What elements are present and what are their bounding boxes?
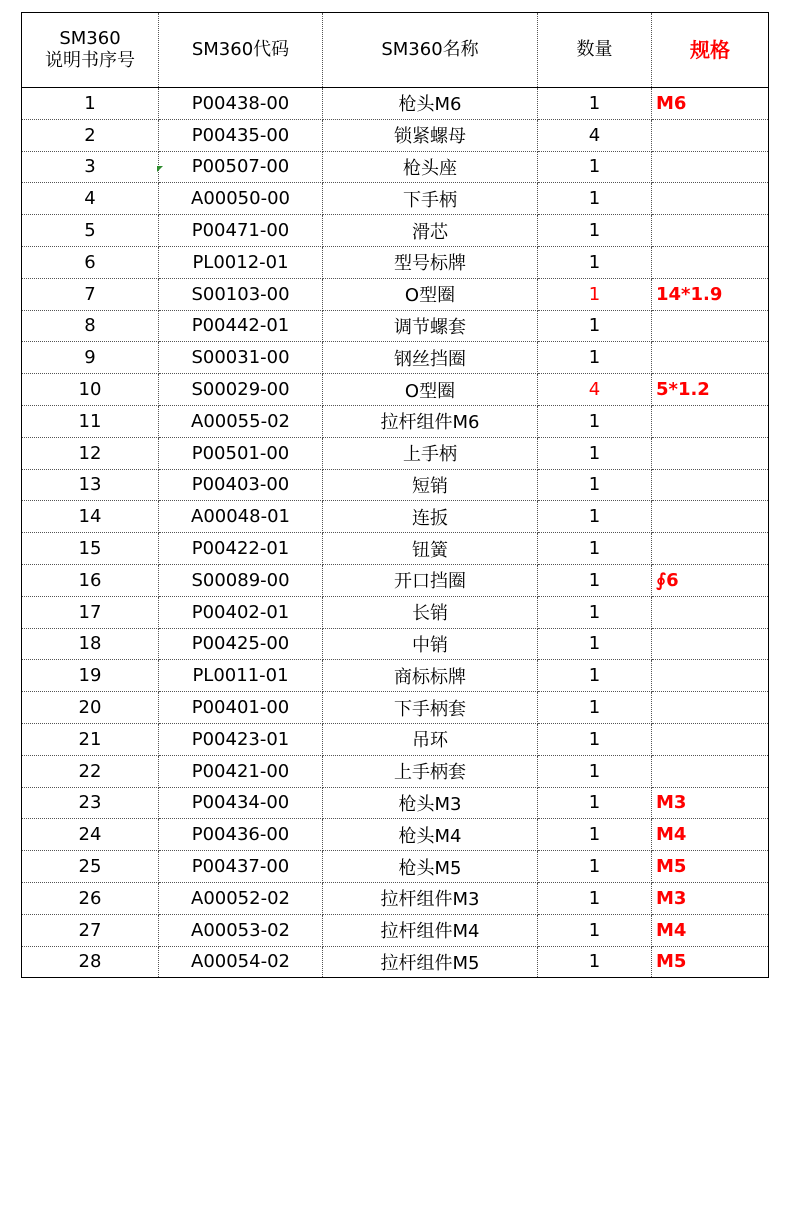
cell-seq[interactable]: 28 [22, 946, 159, 978]
cell-spec[interactable] [652, 183, 769, 215]
cell-seq[interactable]: 6 [22, 246, 159, 278]
table-row[interactable] [22, 755, 769, 787]
cell-spec[interactable] [652, 596, 769, 628]
cell-name[interactable]: 钢丝挡圈 [323, 342, 538, 374]
cell-code[interactable]: P00422-01 [159, 533, 323, 565]
cell-spec[interactable]: 14*1.9 [652, 278, 769, 310]
cell-code[interactable]: S00089-00 [159, 564, 323, 596]
cell-qty[interactable]: 1 [538, 437, 652, 469]
table-row[interactable] [22, 278, 769, 310]
table-row[interactable] [22, 914, 769, 946]
cell-code[interactable]: PL0011-01 [159, 660, 323, 692]
header-qty: 数量 [538, 13, 652, 88]
cell-code[interactable]: P00403-00 [159, 469, 323, 501]
table-row[interactable] [22, 723, 769, 755]
cell-seq[interactable]: 24 [22, 819, 159, 851]
cell-spec[interactable] [652, 469, 769, 501]
table-row[interactable] [22, 119, 769, 151]
cell-code[interactable]: P00438-00 [159, 88, 323, 120]
cell-seq[interactable]: 5 [22, 215, 159, 247]
cell-seq[interactable]: 15 [22, 533, 159, 565]
table-row[interactable] [22, 374, 769, 406]
cell-seq[interactable]: 7 [22, 278, 159, 310]
cell-qty[interactable]: 1 [538, 278, 652, 310]
cell-spec[interactable]: ∮6 [652, 564, 769, 596]
cell-spec[interactable]: M6 [652, 88, 769, 120]
cell-name[interactable]: 枪头M4 [323, 819, 538, 851]
cell-name[interactable]: 吊环 [323, 723, 538, 755]
cell-seq[interactable]: 16 [22, 564, 159, 596]
table-header [22, 13, 769, 88]
cell-name[interactable]: 上手柄 [323, 437, 538, 469]
cell-seq[interactable]: 14 [22, 501, 159, 533]
header-seq-line2: 说明书序号 [45, 50, 135, 71]
table-row[interactable] [22, 405, 769, 437]
cell-code[interactable]: PL0012-01 [159, 246, 323, 278]
cell-spec[interactable] [652, 501, 769, 533]
cell-seq[interactable]: 20 [22, 692, 159, 724]
cell-qty[interactable]: 1 [538, 755, 652, 787]
header-code: SM360代码 [159, 13, 323, 88]
cell-name[interactable]: O型圈 [323, 374, 538, 406]
cell-name[interactable]: 拉杆组件M5 [323, 946, 538, 978]
cell-spec[interactable] [652, 628, 769, 660]
cell-qty[interactable]: 1 [538, 787, 652, 819]
cell-qty[interactable]: 1 [538, 501, 652, 533]
table-row[interactable] [22, 851, 769, 883]
cell-qty[interactable]: 1 [538, 819, 652, 851]
parts-table [21, 12, 769, 978]
cell-qty[interactable]: 1 [538, 882, 652, 914]
cell-name[interactable]: 中销 [323, 628, 538, 660]
table-row[interactable] [22, 660, 769, 692]
cell-code[interactable]: A00048-01 [159, 501, 323, 533]
cell-spec[interactable]: M3 [652, 882, 769, 914]
cell-comment-marker [157, 166, 163, 172]
cell-spec[interactable] [652, 755, 769, 787]
table-row[interactable] [22, 692, 769, 724]
cell-code[interactable]: P00423-01 [159, 723, 323, 755]
header-seq [22, 13, 159, 88]
cell-name[interactable]: 枪头M3 [323, 787, 538, 819]
cell-qty[interactable]: 1 [538, 469, 652, 501]
cell-code[interactable]: P00437-00 [159, 851, 323, 883]
cell-code[interactable]: P00434-00 [159, 787, 323, 819]
cell-seq[interactable]: 23 [22, 787, 159, 819]
cell-code[interactable]: A00050-00 [159, 183, 323, 215]
cell-qty[interactable]: 1 [538, 88, 652, 120]
table-row[interactable] [22, 246, 769, 278]
cell-qty[interactable]: 1 [538, 851, 652, 883]
cell-qty[interactable]: 4 [538, 119, 652, 151]
cell-qty[interactable]: 1 [538, 215, 652, 247]
table-row[interactable] [22, 88, 769, 120]
cell-code[interactable]: P00401-00 [159, 692, 323, 724]
cell-qty[interactable]: 1 [538, 564, 652, 596]
cell-name[interactable]: 拉杆组件M4 [323, 914, 538, 946]
cell-spec[interactable] [652, 151, 769, 183]
table-row[interactable] [22, 501, 769, 533]
cell-seq[interactable]: 9 [22, 342, 159, 374]
cell-spec[interactable] [652, 246, 769, 278]
cell-seq[interactable]: 10 [22, 374, 159, 406]
cell-spec[interactable] [652, 342, 769, 374]
cell-spec[interactable] [652, 692, 769, 724]
cell-code[interactable]: A00053-02 [159, 914, 323, 946]
cell-seq[interactable]: 13 [22, 469, 159, 501]
cell-seq[interactable]: 4 [22, 183, 159, 215]
table-row[interactable] [22, 819, 769, 851]
cell-seq[interactable]: 18 [22, 628, 159, 660]
cell-qty[interactable]: 1 [538, 946, 652, 978]
cell-seq[interactable]: 2 [22, 119, 159, 151]
cell-qty[interactable]: 1 [538, 405, 652, 437]
cell-qty[interactable]: 1 [538, 692, 652, 724]
cell-code[interactable]: P00425-00 [159, 628, 323, 660]
cell-seq[interactable]: 27 [22, 914, 159, 946]
header-name: SM360名称 [323, 13, 538, 88]
cell-qty[interactable]: 1 [538, 310, 652, 342]
header-seq-line1: SM360 [59, 28, 121, 49]
cell-name[interactable]: O型圈 [323, 278, 538, 310]
cell-spec[interactable]: M5 [652, 851, 769, 883]
table-row[interactable] [22, 946, 769, 978]
header-spec: 规格 [652, 13, 769, 88]
cell-name[interactable]: 商标标牌 [323, 660, 538, 692]
cell-seq[interactable]: 1 [22, 88, 159, 120]
cell-name[interactable]: 短销 [323, 469, 538, 501]
cell-code[interactable]: P00436-00 [159, 819, 323, 851]
cell-code[interactable]: A00055-02 [159, 405, 323, 437]
cell-qty[interactable]: 1 [538, 151, 652, 183]
cell-spec[interactable]: M4 [652, 914, 769, 946]
cell-code[interactable]: P00471-00 [159, 215, 323, 247]
cell-qty[interactable]: 1 [538, 246, 652, 278]
cell-seq[interactable]: 25 [22, 851, 159, 883]
table-row[interactable] [22, 596, 769, 628]
table-row[interactable] [22, 787, 769, 819]
cell-code[interactable]: P00421-00 [159, 755, 323, 787]
table-row[interactable] [22, 342, 769, 374]
cell-qty[interactable]: 1 [538, 660, 652, 692]
cell-seq[interactable]: 26 [22, 882, 159, 914]
table-row[interactable] [22, 564, 769, 596]
cell-name[interactable]: 长销 [323, 596, 538, 628]
cell-name[interactable]: 型号标牌 [323, 246, 538, 278]
table-row[interactable] [22, 215, 769, 247]
cell-qty[interactable]: 1 [538, 342, 652, 374]
table-row[interactable] [22, 310, 769, 342]
cell-spec[interactable]: M4 [652, 819, 769, 851]
cell-name[interactable]: 滑芯 [323, 215, 538, 247]
cell-name[interactable]: 枪头M6 [323, 88, 538, 120]
cell-name[interactable]: 钮簧 [323, 533, 538, 565]
cell-spec[interactable]: M5 [656, 951, 687, 973]
cell-code[interactable]: S00029-00 [159, 374, 323, 406]
cell-code[interactable]: P00501-00 [159, 437, 323, 469]
cell-seq[interactable]: 22 [22, 755, 159, 787]
cell-qty[interactable]: 1 [538, 596, 652, 628]
cell-seq[interactable]: 17 [22, 596, 159, 628]
table-row[interactable] [22, 469, 769, 501]
table-row[interactable] [22, 533, 769, 565]
cell-name[interactable]: 连扳 [323, 501, 538, 533]
table-row[interactable] [22, 151, 769, 183]
cell-code[interactable]: P00442-01 [159, 310, 323, 342]
cell-name[interactable]: 开口挡圈 [323, 564, 538, 596]
header-row [22, 13, 769, 88]
table-row[interactable] [22, 628, 769, 660]
cell-name[interactable]: 锁紧螺母 [323, 119, 538, 151]
cell-qty[interactable]: 1 [538, 628, 652, 660]
cell-seq[interactable]: 3 [22, 151, 159, 183]
cell-spec[interactable]: M3 [652, 787, 769, 819]
cell-spec[interactable] [652, 405, 769, 437]
cell-qty[interactable]: 1 [538, 723, 652, 755]
cell-name[interactable]: 下手柄套 [323, 692, 538, 724]
cell-spec[interactable] [652, 310, 769, 342]
cell-name[interactable]: 枪头座 [323, 151, 538, 183]
table-row[interactable] [22, 183, 769, 215]
cell-qty[interactable]: 1 [538, 914, 652, 946]
cell-name[interactable]: 拉杆组件M6 [323, 405, 538, 437]
table-row[interactable] [22, 882, 769, 914]
cell-seq[interactable]: 19 [22, 660, 159, 692]
cell-seq[interactable]: 12 [22, 437, 159, 469]
cell-spec[interactable]: 5*1.2 [652, 374, 769, 406]
cell-code[interactable]: A00054-02 [159, 946, 323, 978]
cell-name[interactable]: 上手柄套 [323, 755, 538, 787]
cell-spec[interactable] [652, 533, 769, 565]
cell-name[interactable]: 枪头M5 [323, 851, 538, 883]
cell-spec[interactable] [652, 723, 769, 755]
cell-name[interactable]: 调节螺套 [323, 310, 538, 342]
cell-seq[interactable]: 21 [22, 723, 159, 755]
cell-code[interactable]: P00435-00 [159, 119, 323, 151]
cell-seq[interactable]: 11 [22, 405, 159, 437]
cell-name[interactable]: 拉杆组件M3 [323, 882, 538, 914]
cell-code[interactable]: S00103-00 [159, 278, 323, 310]
cell-qty[interactable]: 1 [538, 183, 652, 215]
table-row[interactable] [22, 437, 769, 469]
cell-code[interactable]: A00052-02 [159, 882, 323, 914]
cell-name[interactable]: 下手柄 [323, 183, 538, 215]
cell-code[interactable]: S00031-00 [159, 342, 323, 374]
table-body [22, 88, 769, 978]
cell-spec[interactable] [652, 119, 769, 151]
cell-qty[interactable]: 4 [538, 374, 652, 406]
cell-qty[interactable]: 1 [538, 533, 652, 565]
cell-spec[interactable] [652, 215, 769, 247]
cell-spec[interactable] [652, 660, 769, 692]
cell-code[interactable]: P00402-01 [159, 596, 323, 628]
cell-code[interactable]: P00507-00 [159, 151, 323, 183]
cell-seq[interactable]: 8 [22, 310, 159, 342]
cell-spec[interactable] [652, 437, 769, 469]
